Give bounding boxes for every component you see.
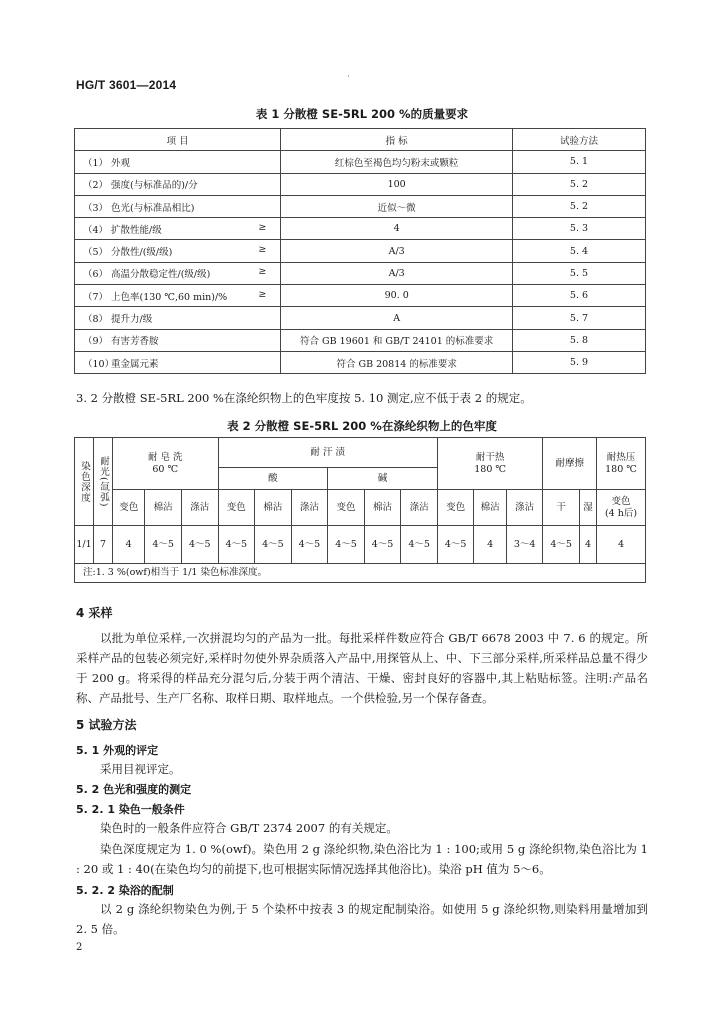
section-5-2-1-body1: 染色时的一般条件应符合 GB/T 2374 2007 的有关规定。 bbox=[100, 821, 398, 835]
table-row bbox=[75, 307, 646, 329]
item-label: 强度(与标准品的)/分 bbox=[111, 180, 198, 192]
value-cell: 4～5 bbox=[145, 526, 182, 564]
sub-heat-cotton: 棉沾 bbox=[474, 490, 506, 526]
method-cell: 5. 2 bbox=[513, 173, 646, 195]
sub-soap-change: 变色 bbox=[113, 490, 145, 526]
sub-alkali-change: 变色 bbox=[328, 490, 365, 526]
value-cell: 4～5 bbox=[364, 526, 401, 564]
sub-acid-change: 变色 bbox=[218, 490, 255, 526]
section-5-2-2-title: 5. 2. 2 染浴的配制 bbox=[76, 884, 174, 897]
spec-cell: 红棕色至褐色均匀粉末或颗粒 bbox=[281, 151, 513, 173]
sub-acid-poly: 涤沾 bbox=[291, 490, 328, 526]
item-cell bbox=[75, 173, 281, 195]
table-subheader-row bbox=[75, 490, 646, 526]
item-index: （5） bbox=[83, 247, 109, 259]
item-label: 有害芳香胺 bbox=[111, 336, 159, 348]
table-note: 注:1. 3 %(owf)相当于 1/1 染色标准深度。 bbox=[75, 564, 646, 583]
item-index: （6） bbox=[83, 269, 109, 281]
section-5-title: 5 试验方法 bbox=[76, 718, 137, 732]
col-soap: 耐 皂 洗 60 ℃ bbox=[113, 438, 219, 490]
value-cell: 4～5 bbox=[401, 526, 438, 564]
item-label: 高温分散稳定性/(级/级) bbox=[111, 269, 211, 281]
spec-cell: 符合 GB 20814 的标准要求 bbox=[281, 351, 513, 373]
table-row bbox=[75, 195, 646, 217]
spec-cell: 90. 0 bbox=[281, 285, 513, 307]
section-5-2-1-body2: 染色深度规定为 1. 0 %(owf)。染色用 2 g 涤纶织物,染色浴比为 1 : 100;或用 5 g 涤纶织物,染色浴比为 1 : 20 或 1 : 40(在染色均匀的前提下,也可根据实际情况选择其他浴比)。染浴 pH 值为 5～6。 bbox=[76, 842, 648, 876]
col-heat: 耐干热 180 ℃ bbox=[437, 438, 543, 490]
table-row bbox=[75, 329, 646, 351]
table-note-row bbox=[75, 564, 646, 583]
scan-mark: · bbox=[347, 72, 350, 82]
value-cell: 4～5 bbox=[291, 526, 328, 564]
spec-cell: 100 bbox=[281, 173, 513, 195]
table2-caption: 表 2 分散橙 SE-5RL 200 %在涤纶织物上的色牢度 bbox=[227, 419, 497, 433]
spec-cell: A/3 bbox=[281, 262, 513, 284]
method-cell: 5. 7 bbox=[513, 307, 646, 329]
header-method: 试验方法 bbox=[513, 129, 646, 151]
value-cell: 4～5 bbox=[255, 526, 292, 564]
item-index: （4） bbox=[83, 224, 109, 236]
method-cell: 5. 2 bbox=[513, 195, 646, 217]
method-cell: 5. 3 bbox=[513, 218, 646, 240]
spec-cell: 符合 GB 19601 和 GB/T 24101 的标准要求 bbox=[281, 329, 513, 351]
section-4-body: 以批为单位采样,一次拼混均匀的产品为一批。每批采样件数应符合 GB/T 6678 2003 中 7. 6 的规定。所采样产品的包装必须完好,采样时勿使外界杂质落入产品中,用探管从上、中、下三部分采样,所采样品总量不得少于 200 g。将采得的样品充分混匀后,分装于两个清洁、干燥、密封良好的容器中,其上粘贴标签。注明:产品名称、产品批号、生产厂名称、取样日期、取样地点。一个供检验,另一个保存备查。 bbox=[76, 631, 648, 705]
item-cell bbox=[75, 351, 281, 373]
item-cell bbox=[75, 262, 281, 284]
value-cell: 4 bbox=[113, 526, 145, 564]
value-cell: 4～5 bbox=[218, 526, 255, 564]
spec-cell: A/3 bbox=[281, 240, 513, 262]
sub-soap-cotton: 棉沾 bbox=[145, 490, 182, 526]
standard-code: HG/T 3601—2014 bbox=[76, 78, 177, 92]
table-row bbox=[75, 240, 646, 262]
sub-heat-poly: 涤沾 bbox=[506, 490, 543, 526]
col-alkali: 碱 bbox=[328, 468, 438, 490]
value-cell: 1/1 bbox=[75, 526, 94, 564]
sub-rub-dry: 干 bbox=[543, 490, 580, 526]
item-cell bbox=[75, 151, 281, 173]
value-cell: 3～4 bbox=[506, 526, 543, 564]
item-cell bbox=[75, 218, 281, 240]
table1-caption: 表 1 分散橙 SE-5RL 200 %的质量要求 bbox=[255, 107, 469, 121]
section-4-title: 4 采样 bbox=[76, 606, 113, 620]
item-index: （1） bbox=[83, 157, 109, 169]
value-cell: 4～5 bbox=[181, 526, 218, 564]
item-label: 提升力/级 bbox=[111, 314, 153, 326]
method-cell: 5. 9 bbox=[513, 351, 646, 373]
method-cell: 5. 5 bbox=[513, 262, 646, 284]
table-row bbox=[75, 526, 646, 564]
value-cell: 4 bbox=[579, 526, 596, 564]
item-cell bbox=[75, 329, 281, 351]
value-cell: 7 bbox=[94, 526, 113, 564]
spec-cell: 近似～微 bbox=[281, 195, 513, 217]
item-label: 上色率(130 ℃,60 min)/% bbox=[111, 291, 228, 303]
section-5-2-1-title: 5. 2. 1 染色一般条件 bbox=[76, 803, 185, 816]
item-operator: ≥ bbox=[258, 288, 267, 300]
sub-press-change: 变色 (4 h后) bbox=[597, 490, 646, 526]
item-cell bbox=[75, 285, 281, 307]
sub-alkali-poly: 涤沾 bbox=[401, 490, 438, 526]
method-cell: 5. 1 bbox=[513, 151, 646, 173]
col-press: 耐热压 180 ℃ bbox=[597, 438, 646, 490]
col-rub: 耐摩擦 bbox=[543, 438, 597, 490]
item-index: （8） bbox=[83, 314, 109, 326]
method-cell: 5. 8 bbox=[513, 329, 646, 351]
color-fastness-table bbox=[74, 437, 646, 583]
spec-cell: A bbox=[281, 307, 513, 329]
section-5-2-2-body: 以 2 g 涤纶织物染色为例,于 5 个染杯中按表 3 的规定配制染浴。如使用 5 g 涤纶织物,则染料用量增加到 2. 5 倍。 bbox=[76, 902, 648, 936]
item-label: 重金属元素 bbox=[111, 358, 159, 370]
table-row bbox=[75, 173, 646, 195]
paragraph-3-2: 3. 2 分散橙 SE-5RL 200 %在涤纶织物上的色牢度按 5. 10 测定,应不低于表 2 的规定。 bbox=[76, 391, 532, 405]
item-label: 扩散性能/级 bbox=[111, 224, 162, 236]
item-cell bbox=[75, 195, 281, 217]
table-row bbox=[75, 218, 646, 240]
value-cell: 4～5 bbox=[437, 526, 474, 564]
value-cell: 4～5 bbox=[328, 526, 365, 564]
item-cell bbox=[75, 240, 281, 262]
sub-acid-cotton: 棉沾 bbox=[255, 490, 292, 526]
table-row bbox=[75, 151, 646, 173]
item-operator: ≥ bbox=[258, 221, 267, 233]
item-operator: ≥ bbox=[258, 266, 267, 278]
value-cell: 4 bbox=[597, 526, 646, 564]
table-row bbox=[75, 285, 646, 307]
item-label: 外观 bbox=[111, 157, 131, 169]
table-row bbox=[75, 438, 646, 468]
item-label: 分散性/(级/级) bbox=[111, 247, 173, 259]
sub-soap-poly: 涤沾 bbox=[181, 490, 218, 526]
table-row bbox=[75, 262, 646, 284]
item-label: 色光(与标准品相比) bbox=[111, 202, 195, 214]
header-item: 项 目 bbox=[75, 129, 281, 151]
method-cell: 5. 4 bbox=[513, 240, 646, 262]
section-5-2-title: 5. 2 色光和强度的测定 bbox=[76, 783, 192, 796]
section-5-1-body: 采用目视评定。 bbox=[100, 762, 181, 776]
col-light: 耐光(氙弧) bbox=[94, 438, 113, 526]
item-index: （3） bbox=[83, 202, 109, 214]
page-number: 2 bbox=[76, 942, 83, 953]
sub-rub-wet: 湿 bbox=[579, 490, 596, 526]
col-sweat: 耐 汗 渍 bbox=[218, 438, 437, 468]
header-spec: 指 标 bbox=[281, 129, 513, 151]
spec-cell: 4 bbox=[281, 218, 513, 240]
value-cell: 4 bbox=[474, 526, 506, 564]
table-header-row bbox=[75, 129, 646, 151]
item-index: （7） bbox=[83, 291, 109, 303]
sub-alkali-cotton: 棉沾 bbox=[364, 490, 401, 526]
item-operator: ≥ bbox=[258, 244, 267, 256]
quality-requirements-table bbox=[74, 128, 646, 374]
table-row bbox=[75, 351, 646, 373]
section-5-1-title: 5. 1 外观的评定 bbox=[76, 744, 159, 757]
col-depth: 染色深度 bbox=[75, 438, 94, 526]
item-cell bbox=[75, 307, 281, 329]
method-cell: 5. 6 bbox=[513, 285, 646, 307]
item-index: （2） bbox=[83, 180, 109, 192]
item-index: （10） bbox=[83, 358, 115, 370]
item-index: （9） bbox=[83, 336, 109, 348]
sub-heat-change: 变色 bbox=[437, 490, 474, 526]
value-cell: 4～5 bbox=[543, 526, 580, 564]
col-acid: 酸 bbox=[218, 468, 328, 490]
